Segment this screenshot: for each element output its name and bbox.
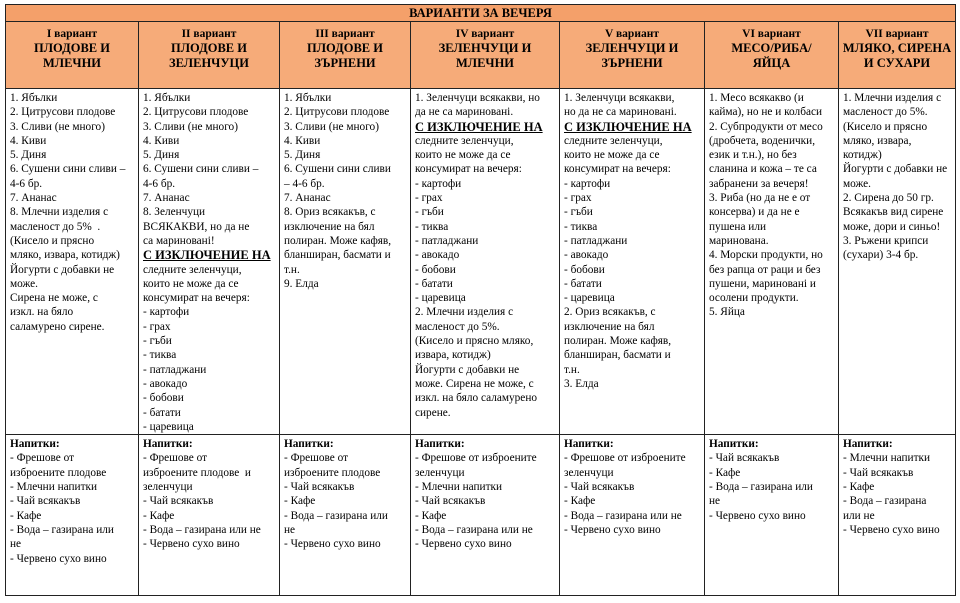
variant-content-inner — [560, 89, 704, 391]
variant-header — [560, 22, 705, 89]
variant-drinks-inner — [411, 435, 559, 551]
variant-header — [6, 22, 139, 89]
drink-item: - Кафе — [564, 495, 596, 508]
content-line: - гъби — [415, 206, 444, 219]
variant-number: V вариант — [605, 28, 659, 40]
drink-item: - Фрешове от — [143, 452, 208, 465]
drink-item: или не — [843, 509, 875, 522]
variant-header — [839, 22, 956, 89]
content-line: 5. Яйца — [709, 306, 745, 319]
content-line: може. — [10, 277, 39, 290]
content-line: - царевица — [143, 420, 194, 433]
drink-item: изброените плодове и — [143, 466, 251, 479]
content-line: които не може да се — [564, 149, 660, 162]
content-line: следните зеленчуци, — [415, 134, 514, 147]
content-line: може. Сирена не може, с — [415, 377, 534, 390]
drink-item: - Вода – газирана — [843, 495, 927, 508]
drink-item: - Чай всякакъв — [143, 495, 214, 508]
content-line: но да не са маринованi. — [564, 106, 677, 119]
content-line: Йогурти с добавки не — [10, 263, 115, 276]
variant-drinks-inner — [6, 435, 138, 566]
content-line: - патладжани — [415, 234, 479, 247]
drink-item: - Червено сухо вино — [415, 538, 512, 551]
content-line: 4-6 бр. — [143, 177, 176, 190]
content-line: 8. Зеленчуци — [143, 206, 206, 219]
drink-item: - Фрешове от — [10, 452, 75, 465]
content-line: 5. Диня — [143, 149, 180, 162]
content-line: кайма), но не и колбаси — [709, 106, 823, 119]
variant-name-line: ЯЙЦА — [752, 56, 791, 70]
drink-item: - Червено сухо вино — [284, 538, 381, 551]
content-line: 7. Ананас — [143, 192, 190, 205]
content-line: - бобови — [564, 263, 605, 276]
variant-name-line: ЗЕЛЕНЧУЦИ И — [585, 41, 679, 55]
drink-item: не — [709, 495, 721, 508]
content-line: мляко, извара, — [843, 134, 912, 147]
dinner-options-table-wrapper — [5, 4, 955, 596]
drink-item: - Чай всякакъв — [709, 452, 780, 465]
content-line: 8. Ориз всякакъв, с — [284, 206, 376, 219]
content-line: мляко, извара, котидж) — [10, 249, 120, 262]
variant-header — [411, 22, 560, 89]
content-line: 9. Елда — [284, 277, 319, 290]
variant-content-inner — [839, 89, 955, 263]
content-line: консумират на вечеря: — [564, 163, 671, 176]
content-line: - гъби — [143, 335, 172, 348]
content-line: бланширан, басмати и — [284, 249, 391, 262]
content-line: 2. Сирена до 50 гр. — [843, 192, 934, 205]
variant-content-inner — [6, 89, 138, 334]
drink-item: - Червено сухо вино — [843, 523, 940, 536]
content-line: следните зеленчуци, — [564, 134, 663, 147]
content-line: 3. Ръжени крипси — [843, 234, 929, 247]
content-line: 1. Млечни изделия с — [843, 92, 942, 104]
variant-header — [139, 22, 280, 89]
content-line: - тиква — [564, 220, 598, 233]
drink-item: зеленчуци — [143, 481, 193, 494]
header-row — [6, 22, 956, 89]
content-line: - бобови — [415, 263, 456, 276]
dinner-options-table — [5, 4, 956, 596]
content-line: изкл. на бяло — [10, 306, 74, 319]
content-line: сланина и кожа – те са — [709, 163, 817, 176]
drink-item: - Кафе — [709, 466, 741, 479]
variant-content — [705, 89, 839, 435]
drink-item: - Млечни напитки — [10, 481, 98, 494]
variant-name-line: ЗЕЛЕНЧУЦИ И — [438, 41, 532, 55]
content-line: - авокадо — [564, 249, 609, 262]
content-line: - картофи — [564, 177, 611, 190]
content-line: консерва) и да не е — [709, 206, 800, 219]
content-line: (сухари) 3-4 бр. — [843, 249, 919, 262]
drink-item: - Фрешове от изброените — [564, 452, 686, 465]
content-line: 3. Риба (но да не е от — [709, 192, 811, 205]
variant-name-line: МЕСО/РИБА/ — [731, 41, 812, 55]
drink-item: зеленчуци — [564, 466, 614, 479]
content-line: - авокадо — [143, 377, 188, 390]
drink-item: изброените плодове — [284, 466, 381, 479]
content-line: 3. Сливи (не много) — [284, 120, 379, 133]
variant-number: VI вариант — [742, 28, 801, 40]
drink-item: - Вода – газирана или — [284, 509, 388, 522]
content-line: 4. Киви — [143, 134, 180, 147]
variant-drinks-inner — [280, 435, 410, 551]
variant-drinks — [705, 435, 839, 596]
variant-content-inner — [139, 89, 279, 434]
content-line: консумират на вечеря: — [143, 292, 250, 305]
content-line: 5. Диня — [284, 149, 321, 162]
content-line: ВСЯКАКВИ, но да не — [143, 220, 250, 233]
content-line: - патладжани — [564, 234, 628, 247]
variant-name-line: МЛЕЧНИ — [42, 56, 102, 70]
content-line: 1. Зеленчуци всякакви, но — [415, 92, 540, 104]
variant-name-line: ЗЪРНЕНИ — [314, 56, 376, 70]
variant-name-line: И СУХАРИ — [863, 56, 931, 70]
content-line: Йогурти с добавки не — [843, 163, 948, 176]
variant-drinks-inner — [705, 435, 838, 523]
content-line: (Кисело и прясно мляко, — [415, 335, 534, 348]
content-line: маринована. — [709, 234, 769, 247]
drinks-title: Напитки: — [415, 438, 465, 451]
variant-content — [6, 89, 139, 435]
content-line: (дробчета, воденички, — [709, 134, 816, 147]
drink-item: - Чай всякакъв — [415, 495, 486, 508]
content-line: следните зеленчуци, — [143, 263, 242, 276]
variant-drinks-inner — [839, 435, 955, 537]
content-line: - царевица — [564, 292, 615, 305]
content-line: които не може да се — [143, 277, 239, 290]
content-line: 6. Сушени сини сливи — [284, 163, 391, 176]
exception-heading: С ИЗКЛЮЧЕНИЕ НА — [143, 248, 271, 263]
variant-drinks — [411, 435, 560, 596]
content-line: - авокадо — [415, 249, 460, 262]
content-line: – 4-6 бр. — [284, 177, 325, 190]
variant-content-inner — [705, 89, 838, 320]
content-line: 7. Ананас — [284, 192, 331, 205]
variant-number: III вариант — [315, 28, 375, 40]
content-line: - грах — [415, 192, 443, 205]
content-line: саламурено сирене. — [10, 320, 105, 333]
drink-item: - Червено сухо вино — [709, 509, 806, 522]
content-line: - тиква — [143, 349, 177, 362]
variant-drinks-inner — [139, 435, 279, 551]
drink-item: не — [284, 523, 296, 536]
variant-content-inner — [280, 89, 410, 291]
content-line: Всякакъв вид сирене — [843, 206, 944, 219]
drink-item: - Чай всякакъв — [843, 466, 914, 479]
content-line: 2. Субпродукти от месо — [709, 120, 823, 133]
content-line: 1. Зеленчуци всякакви, — [564, 92, 675, 104]
content-line: изключение на бял — [564, 320, 655, 333]
variant-name-line: ЗЕЛЕНЧУЦИ — [169, 56, 249, 70]
content-line: забранени за вечеря! — [709, 177, 809, 190]
content-line: са маринованi! — [143, 234, 215, 247]
content-line: масленост до 5%. — [843, 106, 928, 119]
content-line: бланширан, басмати и — [564, 349, 671, 362]
variant-drinks — [6, 435, 139, 596]
title-row — [6, 5, 956, 22]
drink-item: зеленчуци — [415, 466, 465, 479]
variant-name-line: ПЛОДОВЕ И — [307, 41, 383, 55]
drink-item: - Кафе — [10, 509, 42, 522]
table-title: ВАРИАНТИ ЗА ВЕЧЕРЯ — [6, 5, 956, 22]
content-line: 5. Диня — [10, 149, 47, 162]
drink-item: - Фрешове от изброените — [415, 452, 537, 465]
content-line: т.н. — [564, 363, 580, 376]
content-line: 1. Месо всякакво (и — [709, 92, 804, 104]
variant-drinks — [139, 435, 280, 596]
content-line: пушена или — [709, 220, 767, 233]
content-line: да не са маринованi. — [415, 106, 514, 119]
content-line: 2. Ориз всякакъв, с — [564, 306, 656, 319]
drink-item: - Червено сухо вино — [10, 552, 107, 565]
content-line: изкл. на бяло саламурено — [415, 392, 538, 405]
drinks-title: Напитки: — [709, 438, 759, 451]
content-line: - батати — [143, 406, 181, 419]
content-line: полиран. Може кафяв, — [564, 335, 672, 348]
content-line: - батати — [415, 277, 453, 290]
variant-drinks-inner — [560, 435, 704, 537]
drinks-title: Напитки: — [10, 438, 60, 451]
variant-content — [411, 89, 560, 435]
content-line: - тиква — [415, 220, 449, 233]
content-line: пушени, маринованi и — [709, 277, 816, 290]
drink-item: изброените плодове — [10, 466, 107, 479]
variant-drinks — [839, 435, 956, 596]
content-line: 3. Елда — [564, 377, 599, 390]
drink-item: - Вода – газирана или — [709, 481, 813, 494]
content-line: (Кисело и прясно — [843, 120, 928, 133]
content-line: (Кисело и прясно — [10, 234, 95, 247]
variant-drinks — [560, 435, 705, 596]
content-line: 1. Ябълки — [10, 92, 58, 104]
content-line: сирене. — [415, 406, 451, 419]
content-line: масленост до 5%. — [415, 320, 500, 333]
content-line: извара, котидж) — [415, 349, 491, 362]
variant-number: II вариант — [181, 28, 237, 40]
content-row — [6, 89, 956, 435]
content-line: полиран. Може кафяв, — [284, 234, 392, 247]
content-line: които не може да се — [415, 149, 511, 162]
variant-name-line: ЗЪРНЕНИ — [601, 56, 663, 70]
drink-item: - Червено сухо вино — [143, 538, 240, 551]
content-line: 6. Сушени сини сливи – — [10, 163, 126, 176]
variant-content — [280, 89, 411, 435]
content-line: 4. Киви — [284, 134, 321, 147]
exception-heading: С ИЗКЛЮЧЕНИЕ НА — [564, 119, 692, 134]
content-line: може. — [843, 177, 872, 190]
content-line: 2. Цитрусови плодове — [284, 106, 390, 119]
content-line: език и т.н.), но без — [709, 149, 797, 162]
exception-heading: С ИЗКЛЮЧЕНИЕ НА — [415, 119, 543, 134]
content-line: Йогурти с добавки не — [415, 363, 520, 376]
variant-content — [139, 89, 280, 435]
drinks-title: Напитки: — [564, 438, 614, 451]
drinks-title: Напитки: — [143, 438, 193, 451]
content-line: 3. Сливи (не много) — [10, 120, 105, 133]
drinks-row — [6, 435, 956, 596]
content-line: - картофи — [143, 306, 190, 319]
variant-number: VII вариант — [865, 28, 929, 40]
content-line: 4. Киви — [10, 134, 47, 147]
variant-name-line: ПЛОДОВЕ И — [171, 41, 247, 55]
content-line: може, дори и синьо! — [843, 220, 941, 233]
content-line: - грах — [143, 320, 171, 333]
content-line: масленост до 5% . — [10, 220, 101, 233]
variant-header — [705, 22, 839, 89]
content-line: без рапца от раци и без — [709, 263, 821, 276]
variant-content-inner — [411, 89, 559, 420]
content-line: - гъби — [564, 206, 593, 219]
content-line: т.н. — [284, 263, 300, 276]
variant-number: IV вариант — [455, 28, 515, 40]
variant-name-line: МЛЯКО, СИРЕНА — [842, 41, 952, 55]
content-line: осолени продукти. — [709, 292, 799, 305]
drink-item: - Чай всякакъв — [564, 481, 635, 494]
content-line: 2. Цитрусови плодове — [143, 106, 249, 119]
drink-item: - Млечни напитки — [843, 452, 931, 465]
drink-item: - Вода – газирана или — [10, 523, 114, 536]
variant-drinks — [280, 435, 411, 596]
drink-item: не — [10, 538, 22, 551]
drink-item: - Кафе — [843, 481, 875, 494]
drink-item: - Кафе — [143, 509, 175, 522]
variant-header — [280, 22, 411, 89]
content-line: 3. Сливи (не много) — [143, 120, 238, 133]
content-line: - патладжани — [143, 363, 207, 376]
content-line: 1. Ябълки — [284, 92, 332, 104]
content-line: - батати — [564, 277, 602, 290]
drink-item: - Вода – газирана или не — [564, 509, 682, 522]
drink-item: - Фрешове от — [284, 452, 349, 465]
content-line: 1. Ябълки — [143, 92, 191, 104]
variant-content — [839, 89, 956, 435]
content-line: 2. Цитрусови плодове — [10, 106, 116, 119]
content-line: 8. Млечни изделия с — [10, 206, 109, 219]
drink-item: - Вода – газирана или не — [415, 523, 533, 536]
variant-number: I вариант — [46, 28, 98, 40]
drink-item: - Чай всякакъв — [10, 495, 81, 508]
content-line: - царевица — [415, 292, 466, 305]
drinks-title: Напитки: — [843, 438, 893, 451]
variant-content — [560, 89, 705, 435]
drink-item: - Млечни напитки — [415, 481, 503, 494]
content-line: котидж) — [843, 149, 882, 162]
content-line: консумират на вечеря: — [415, 163, 522, 176]
drink-item: - Чай всякакъв — [284, 481, 355, 494]
content-line: 7. Ананас — [10, 192, 57, 205]
content-line: 4-6 бр. — [10, 177, 43, 190]
drink-item: - Червено сухо вино — [564, 523, 661, 536]
variant-name-line: ПЛОДОВЕ И — [34, 41, 110, 55]
drink-item: - Вода – газирана или не — [143, 523, 261, 536]
content-line: 2. Млечни изделия с — [415, 306, 514, 319]
content-line: - картофи — [415, 177, 462, 190]
content-line: 4. Морски продукти, но — [709, 249, 823, 262]
content-line: - грах — [564, 192, 592, 205]
drink-item: - Кафе — [415, 509, 447, 522]
variant-name-line: МЛЕЧНИ — [455, 56, 515, 70]
content-line: - бобови — [143, 392, 184, 405]
drink-item: - Кафе — [284, 495, 316, 508]
content-line: 6. Сушени сини сливи – — [143, 163, 259, 176]
drinks-title: Напитки: — [284, 438, 334, 451]
content-line: изключение на бял — [284, 220, 375, 233]
content-line: Сирена не може, с — [10, 292, 98, 305]
